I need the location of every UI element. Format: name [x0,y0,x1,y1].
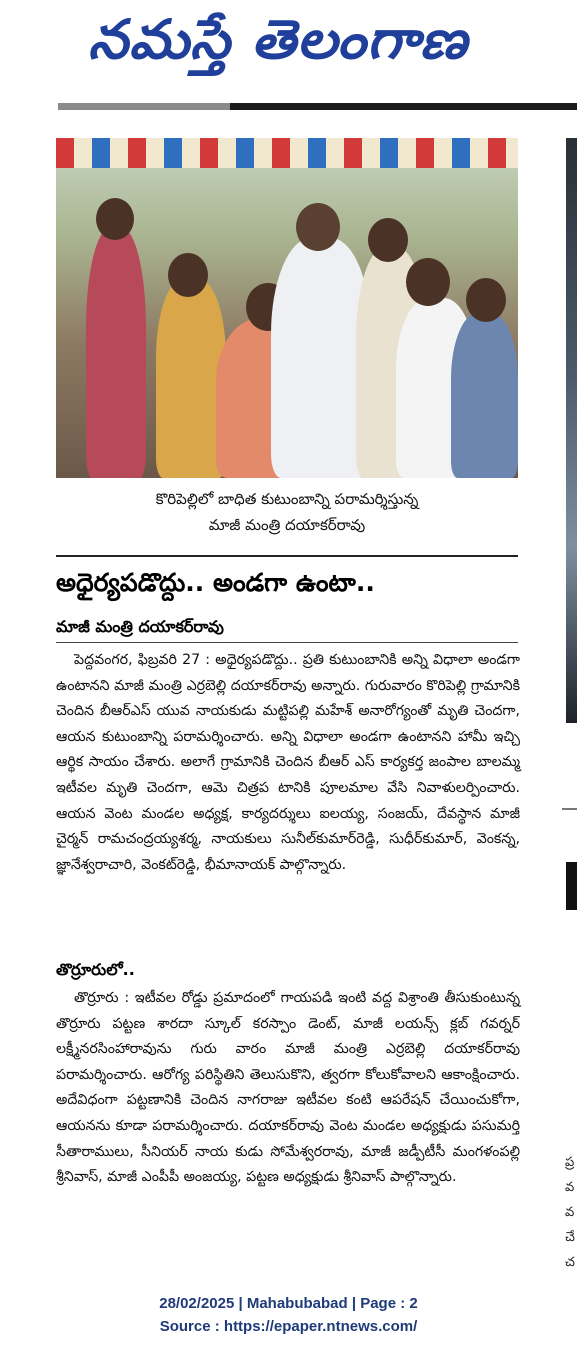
subhead-divider [56,642,518,643]
adjacent-rule [562,808,577,810]
newspaper-title: నమస్తే తెలంగాణ [88,8,468,71]
source-link[interactable]: Source : https://epaper.ntnews.com/ [159,1318,418,1335]
article-headline: అధైర్యపడొద్దు.. అండగా ఉంటా.. [56,568,375,597]
person-head [368,218,408,262]
article-subhead: మాజీ మంత్రి దయాకర్‌రావు [56,617,224,636]
person-head [96,198,134,240]
person-figure [86,228,146,478]
section-heading: తొర్రూరులో.. [56,960,135,979]
caption-line: కొరిపెల్లిలో బాధిత కుటుంబాన్ని పరామర్శిస్తున్న [155,490,419,508]
adjacent-headline-edge [566,862,577,910]
news-photo [56,138,518,478]
masthead [0,0,577,98]
caption-divider [56,555,518,557]
person-head [168,253,208,297]
person-head [466,278,506,322]
tent-canopy [56,138,518,168]
article-paragraph: పెద్దవంగర, ఫిబ్రవరి 27 : అధైర్యపడొద్దు.. ప్రతి కుటుంబానికి అన్ని విధాలా అండగా ఉంటానని మాజీ మంత్రి ఎర్రబెల్లి దయాకర్‌రావు అన్నారు. గురువారం కొరిపెల్లి గ్రామానికి చెందిన బీఆర్‌ఎస్ యువ నాయకుడు మట్టిపల్లి మహేశ్ అనారోగ్యంతో మృతి చెందగా, ఆయన కుటుంబాన్ని పరామర్శించారు. అన్ని విధాలా అండగా ఉంటానని హామీ ఇచ్చి ఆర్థిక సాయం చేశారు. అలాగే గ్రామానికి చెందిన బీఆర్ ఎస్ కార్యకర్త జంపాల బాలమ్మ ఇటీవల మృతి చెందగా, ఆమె చిత్రప టానికి పూలమాల వేసి నివాళులర్పించారు. ఆయన వెంట మండల అధ్యక్ష, కార్యదర్శులు ఐలయ్య, సంజయ్, దేవస్థాన మాజీ చైర్మన్ రామచంద్రయ్యశర్మ, నాయకులు సునీల్‌కుమార్‌రెడ్డి, సుధీర్‌కుమార్, వెంకన్న, జ్ఞానేశ్వరాచారి, వెంకట్‌రెడ్డి, భీమానాయక్ పాల్గొన్నారు. [56,652,520,873]
adjacent-article-text: ప్ర వ వ చే చ [565,1155,575,1270]
caption-line: మాజీ మంత్రి దయాకర్‌రావు [208,516,366,534]
edition-info: 28/02/2025 | Mahabubabad | Page : 2 [159,1295,418,1312]
masthead-rule-light [58,103,230,110]
person-head [406,258,450,306]
photo-caption [56,486,518,538]
person-figure [451,313,518,478]
page-footer [0,1292,577,1338]
masthead-rule-dark [230,103,577,110]
person-head [296,203,340,251]
article-paragraph: తొర్రూరు : ఇటీవల రోడ్డు ప్రమాదంలో గాయపడి ఇంటి వద్ద విశ్రాంతి తీసుకుంటున్న తొర్రూరు పట్టణ శారదా స్కూల్ కరస్పాం డెంట్, మాజీ లయన్స్ క్లబ్ గవర్నర్ లక్ష్మీనరసింహారావును గురు వారం మాజీ మంత్రి ఎర్రబెల్లి దయాకర్‌రావు పరామర్శించారు. ఆరోగ్య పరిస్థితిని తెలుసుకొని, త్వరగా కోలుకోవాలని ఆకాంక్షించారు. అదేవిధంగా పట్టణానికి చెందిన నాగరాజు ఇటీవల కంటి ఆపరేషన్ చేయించుకోగా, ఆయనను కూడా పరామర్శించారు. దయాకర్‌రావు వెంట మండల అధ్యక్షుడు పసుమర్తి సీతారాములు, సీనియర్ నాయ కుడు సోమేశ్వరరావు, మాజీ జడ్పీటీసీ మంగళంపల్లి శ్రీనివాస్, మాజీ ఎంపీపీ అంజయ్య, పట్టణ అధ్యక్షుడు శ్రీనివాస్ పాల్గొన్నారు. [56,990,520,1186]
adjacent-photo-edge [566,138,577,723]
